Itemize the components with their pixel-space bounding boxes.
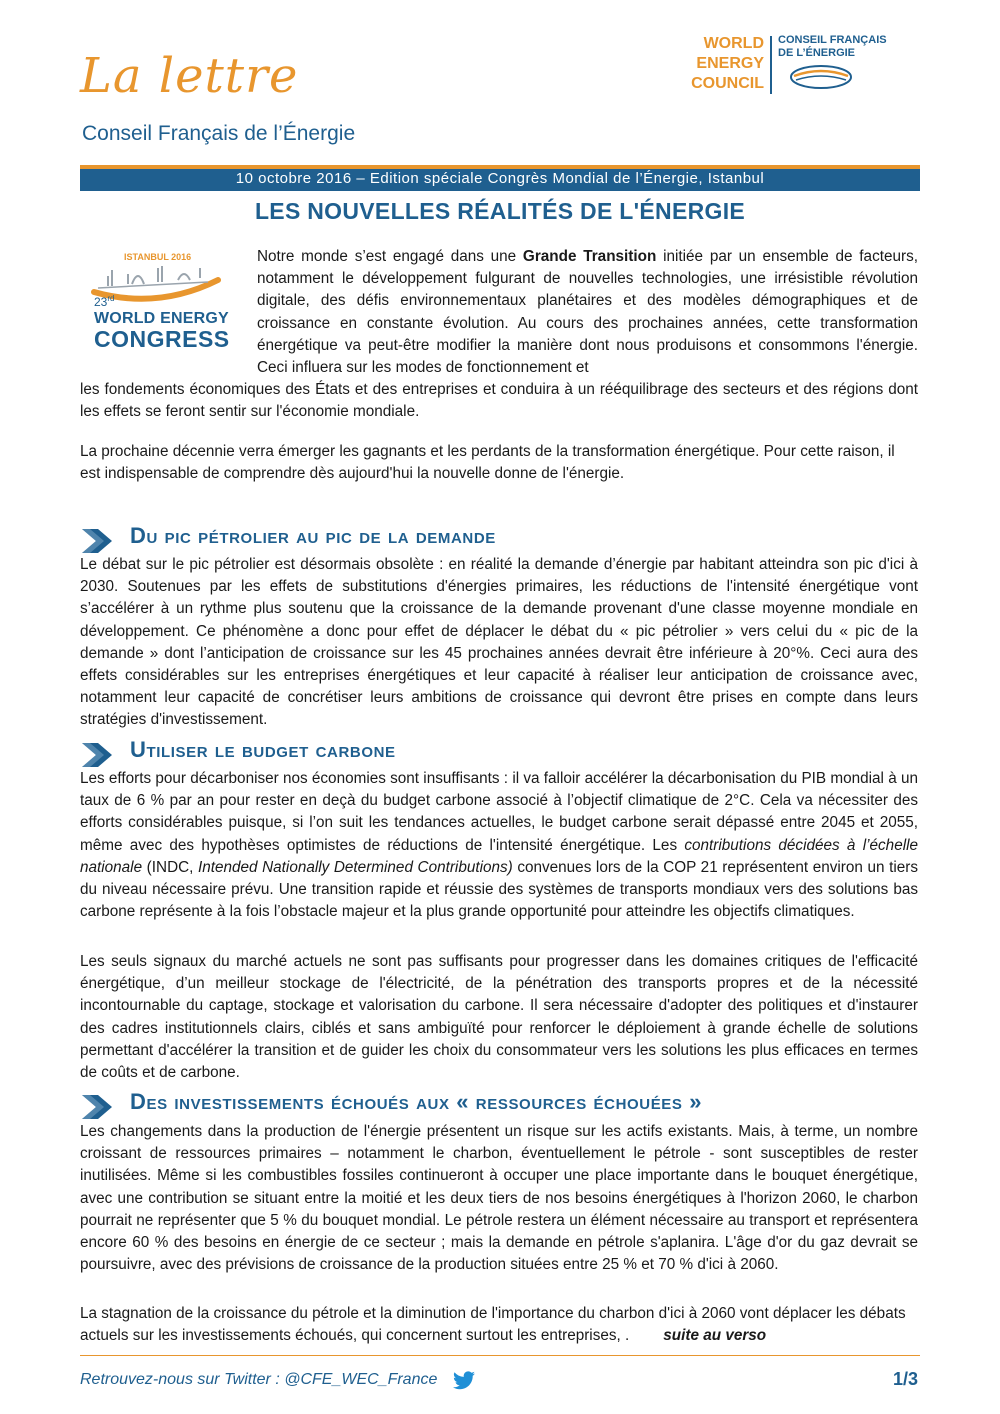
congress-edition-suffix: rd <box>107 294 115 303</box>
congress-logo-line1: WORLD ENERGY <box>94 310 229 327</box>
twitter-link[interactable]: Retrouvez-nous sur Twitter : @CFE_WEC_France <box>80 1371 438 1388</box>
twitter-bird-icon[interactable] <box>452 1370 476 1392</box>
section-2-italic-text: contributions décidées à l’échelle nationale <box>80 836 919 876</box>
wec-logo-left <box>678 34 764 94</box>
congress-logo-city: ISTANBUL 2016 <box>124 252 192 262</box>
edition-banner: 10 octobre 2016 – Edition spéciale Congrès Mondial de l’Énergie, Istanbul <box>80 165 920 191</box>
chevron-right-icon <box>80 741 114 769</box>
section-title: Des investissements échoués aux « ressources échouées » <box>130 1089 703 1114</box>
wec-logo-line: CONSEIL FRANÇAIS <box>778 34 887 46</box>
brand-script-title: La lettre <box>80 48 299 104</box>
chevron-right-icon <box>80 1093 114 1121</box>
section-2-paragraph-1 <box>80 768 918 923</box>
section-3-text: La stagnation de la croissance du pétrole et la diminution de l'importance du charbon d'ici à 2060 vont déplacer les débats actuels sur les investissements échoués, qui concernent surtout les entreprises, . <box>80 1305 906 1345</box>
chevron-right-icon <box>80 527 114 555</box>
congress-edition-number: 23 <box>94 295 108 309</box>
footer-divider <box>80 1355 920 1356</box>
intro-paragraph-1-continued: les fondements économiques des États et des entreprises et conduira à un rééquilibrage des secteurs et des régions dont les effets se feront sentir sur l'économie mondiale. <box>80 381 918 421</box>
section-2-italic-text: Intended Nationally Determined Contributions) <box>198 858 513 876</box>
wec-logo-right <box>778 34 887 60</box>
intro-bold-text: Grande Transition <box>522 248 657 265</box>
brand-subtitle: Conseil Français de l’Énergie <box>82 122 356 145</box>
page-title: LES NOUVELLES RÉALITÉS DE L'ÉNERGIE <box>254 198 746 224</box>
congress-logo <box>88 250 236 355</box>
wec-logo-divider <box>770 36 772 94</box>
section-2-paragraph-2: Les seuls signaux du marché actuels ne sont pas suffisants pour progresser dans les domaines critiques de l'efficacité énergétique, d’un meilleur stockage de l'électricité, de la pénétration des transports propres et de la nécessité incontournable du captage, stockage et valorisation du carbone. Il sera nécessaire d'adopter des politiques et d'instaurer des cadres institutionnels clairs, ciblés et sans ambiguïté pour renforcer le déploiement à grande échelle de solutions permettant d'accélérer la transition et de guider les choix du consommateur vers les solutions les plus efficaces en termes de coûts et de carbone. <box>80 953 918 1082</box>
section-2-text: convenues lors de la COP 21 représentent environ un tiers du niveau nécessaire prévu. Une transition rapide et réussie des systèmes de transports mondiaux vers des solutions bas carbone représente à la fois l’obstacle majeur et la plus grande opportunité pour atteindre les objectifs climatiques. <box>80 858 918 921</box>
intro-paragraph-1 <box>257 246 918 379</box>
section-heading <box>80 1091 920 1123</box>
wec-logo-line: ENERGY <box>696 55 764 72</box>
intro-text: Notre monde s’est engagé dans une <box>257 248 523 265</box>
intro-paragraph-2: La prochaine décennie verra émerger les gagnants et les perdants de la transformation énergétique. Pour cette raison, il est indispensable de comprendre dès aujourd'hui la nouvelle donne de l'énergie. <box>80 443 895 483</box>
section-title: Du pic pétrolier au pic de la demande <box>130 523 496 548</box>
section-3-paragraph-2 <box>80 1303 918 1347</box>
wec-logo <box>678 34 898 98</box>
wec-logo-line: WORLD <box>703 35 764 52</box>
wec-logo-line: COUNCIL <box>691 75 764 92</box>
congress-logo-line2: CONGRESS <box>94 326 230 352</box>
section-2-text: (INDC, <box>142 858 198 876</box>
section-heading <box>80 739 920 771</box>
globe-icon <box>786 64 856 90</box>
intro-text: initiée par un ensemble de facteurs, notamment le développement fulgurant de nouvelles technologies, une irrésistible révolution digitale, des défis environnementaux planétaires et des modèles démographiques et de croissance en constante évolution. Au cours des prochaines années, cette transformation énergétique va peut-être modifier la manière dont nous produisons et consommons l'énergie. Ceci influera sur les modes de fonctionnement et <box>257 248 918 377</box>
section-title: Utiliser le budget carbone <box>130 737 396 762</box>
wec-logo-line: DE L’ÉNERGIE <box>778 47 856 59</box>
continued-note: suite au verso <box>663 1327 767 1345</box>
section-2-text: Les efforts pour décarboniser nos économies sont insuffisants : il va falloir accélérer la décarbonisation du PIB mondial à un taux de 6 % par an pour rester en deçà du budget carbone associé à l’objectif climatique de 2°C. Cela va nécessiter des efforts considérables puisque, si l’on suit les tendances actuelles, le budget carbone serait dépassé entre 2045 et 2055, même avec des hypothèses optimistes de réductions de l'intensité énergétique. Les <box>80 770 918 854</box>
page-number: 1/3 <box>892 1369 918 1389</box>
section-3-paragraph-1: Les changements dans la production de l'énergie présentent un risque sur les actifs existants. Mais, à terme, un nombre croissant de ressources primaires – notamment le charbon, éventuellement le pétrole - sont susceptibles de rester inutilisées. Même si les combustibles fossiles continueront à occuper une place importante dans le bouquet énergétique, avec une contribution se situant entre la moitié et les deux tiers de nos besoins énergétiques à l'horizon 2060, le charbon pourrait ne représenter que 5 % du bouquet mondial. Le pétrole restera un élément nécessaire au transport et représentera encore 60 % des besoins en énergie de ce secteur ; mais la demande en pétrole s'aplanira. L'âge d'or du gaz devrait se poursuivre, avec des prévisions de croissance de la production situées entre 25 % et 70 % d'ici à 2060. <box>80 1123 918 1274</box>
section-1-paragraph: Le débat sur le pic pétrolier est désormais obsolète : en réalité la demande d’énergie par habitant atteindra son pic d'ici à 2030. Soutenues par les effets de substitutions d'énergies primaires, les réductions de l'intensité énergétique vont s’accélérer à un rythme plus soutenu que la croissance de la demande provenant d'une classe moyenne mondiale en développement. Ce phénomène a donc pour effet de déplacer le débat du « pic pétrolier » vers celui du « pic de la demande » dont l’anticipation de croissance sur les 45 prochaines années devrait être inférieure à 20°%. Ceci aura des effets considérables sur les entreprises énergétiques et leur capacité à réaliser leur anticipation de croissance avec, notamment leur capacité de concrétiser leurs ambitions de croissance qui devront être prises en compte dans leurs stratégies d'investissement. <box>80 556 918 729</box>
congress-logo-edition <box>94 294 114 309</box>
section-heading <box>80 525 920 557</box>
